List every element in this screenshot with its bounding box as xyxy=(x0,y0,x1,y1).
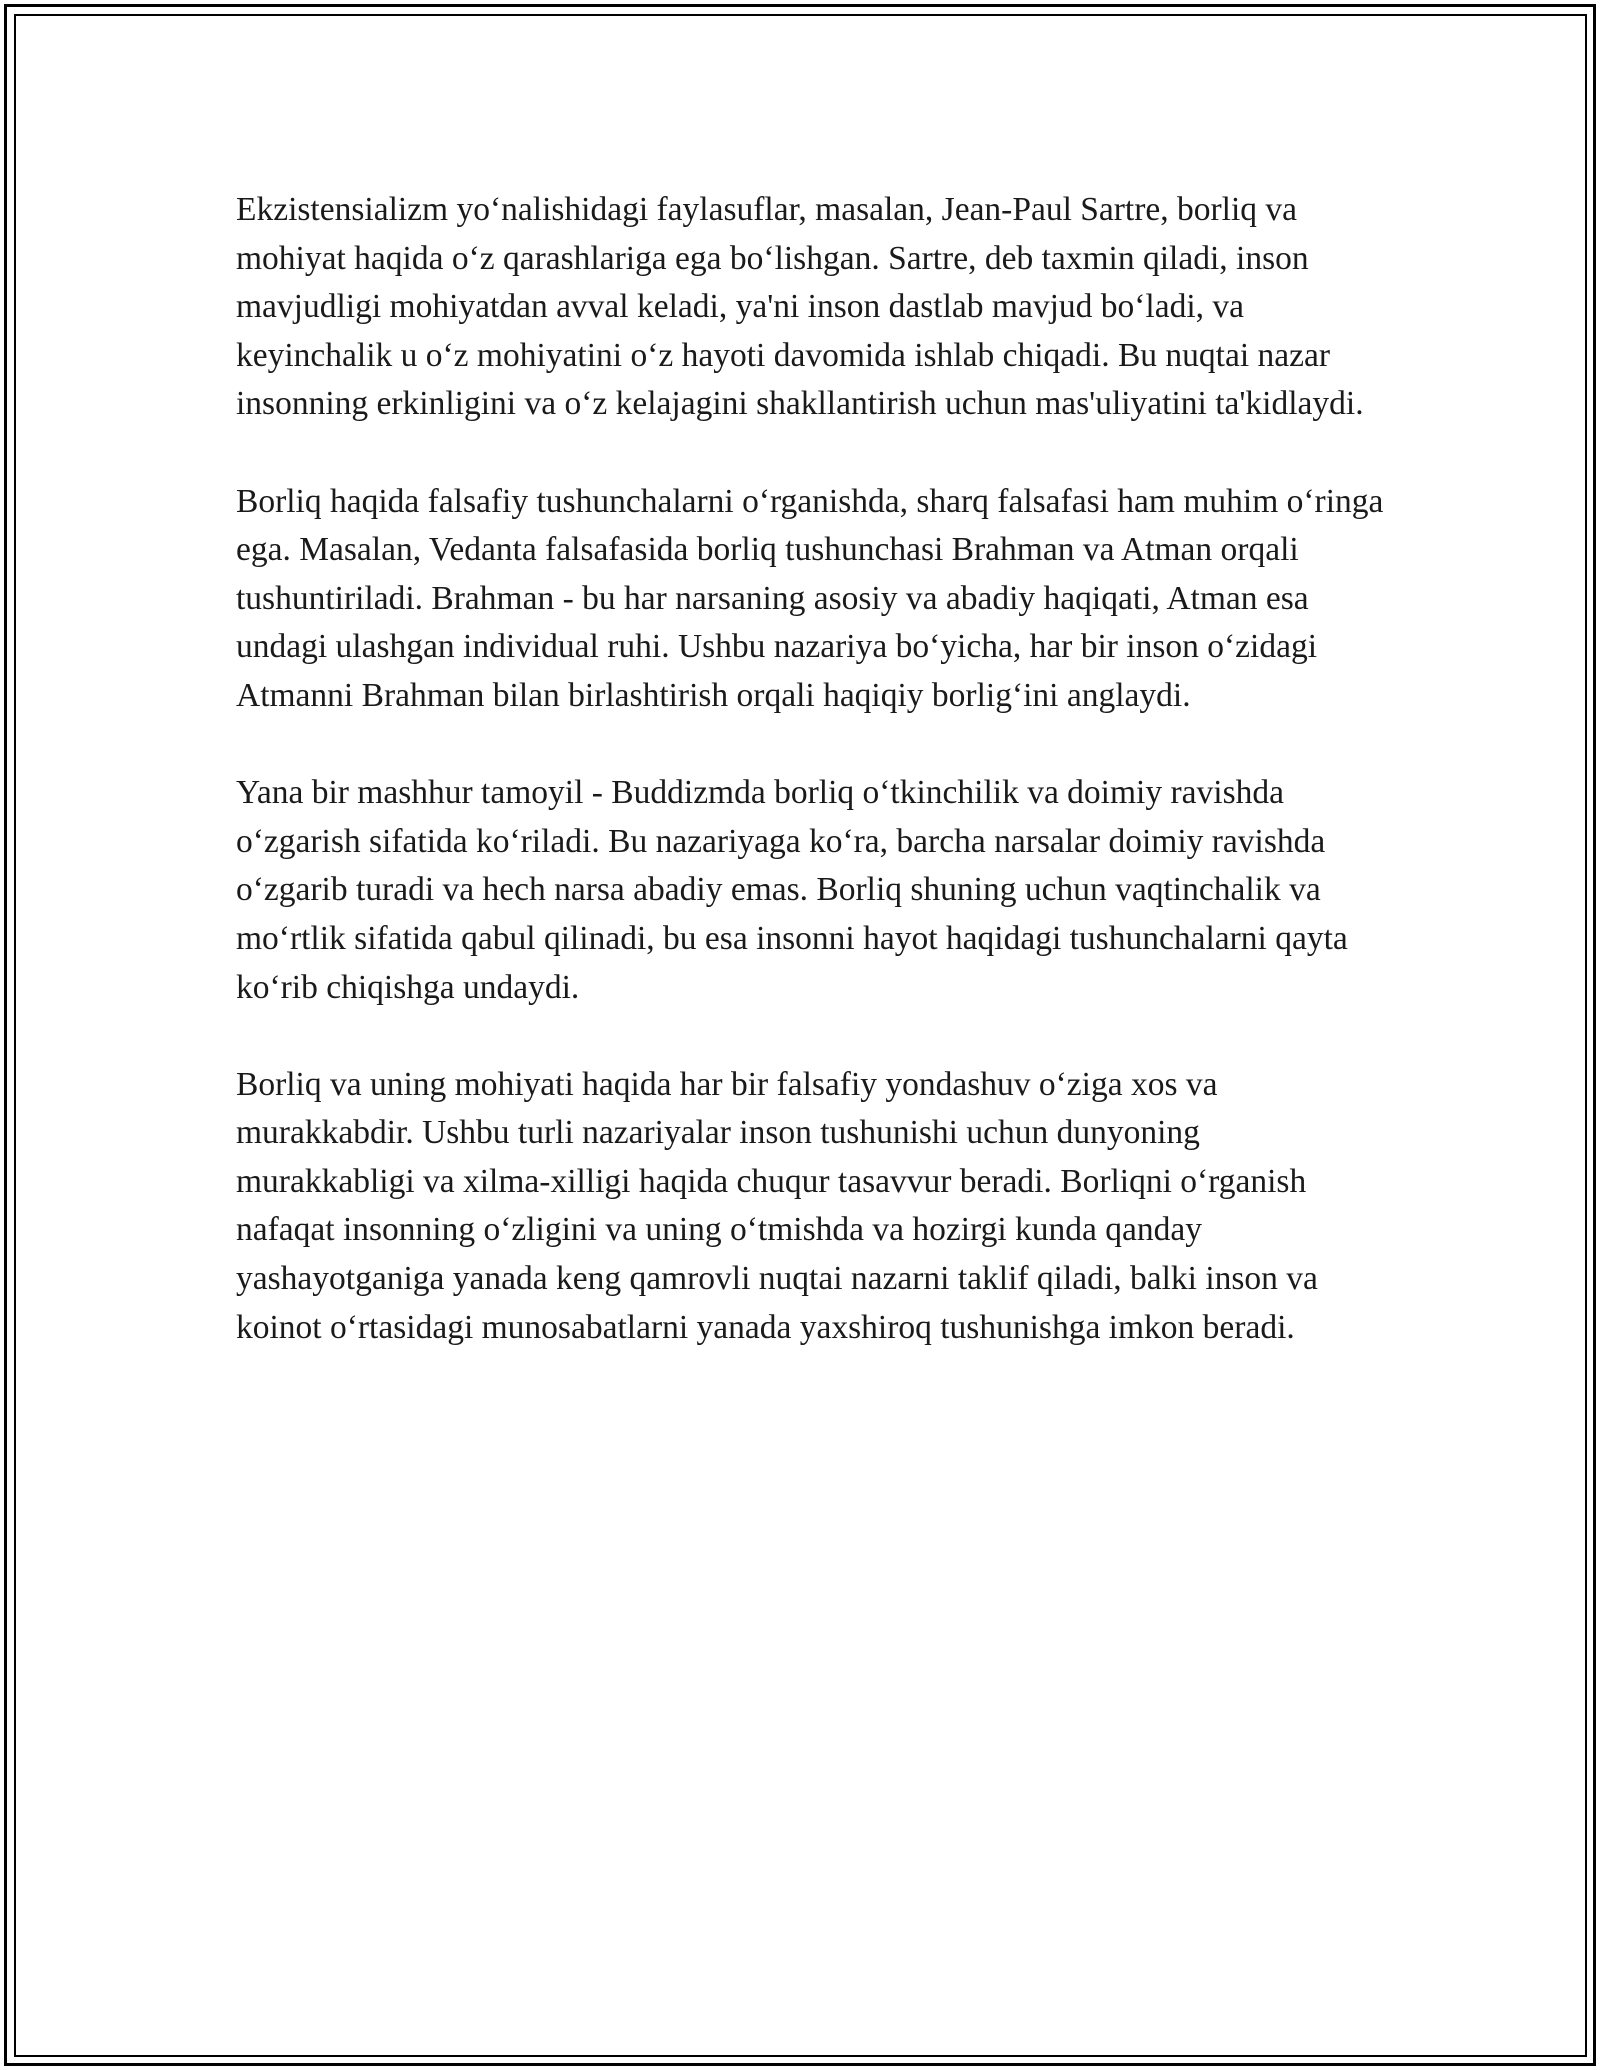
paragraph-vedanta: Borliq haqida falsafiy tushunchalarni o‘rganishda, sharq falsafasi ham muhim o‘ringa ega. Masalan, Vedanta falsafasida borliq tushunchasi Brahman va Atman orqali tushuntiriladi. Brahman - bu har narsaning asosiy va abadiy haqiqati, Atman esa undagi ulashgan individual ruhi. Ushbu nazariya bo‘yicha, har bir inson o‘zidagi Atmanni Brahman bilan birlashtirish orqali haqiqiy borlig‘ini anglaydi. xyxy=(236,482,1384,714)
paragraph-existentialism: Ekzistensializm yo‘nalishidagi faylasuflar, masalan, Jean-Paul Sartre, borliq va mohiyat haqida o‘z qarashlariga ega bo‘lishgan. Sartre, deb taxmin qiladi, inson mavjudligi mohiyatdan avval keladi, ya'ni inson dastlab mavjud bo‘ladi, va keyinchalik u o‘z mohiyatini o‘z hayoti davomida ishlab chiqadi. Bu nuqtai nazar insonning erkinligini va o‘z kelajagini shakllantirish uchun mas'uliyatini ta'kidlaydi. xyxy=(236,191,1364,423)
document-body xyxy=(236,186,1386,1401)
paragraph-conclusion: Borliq va uning mohiyati haqida har bir falsafiy yondashuv o‘ziga xos va murakkabdir. Ushbu turli nazariyalar inson tushunishi uchun dunyoning murakkabligi va xilma-xilligi haqida chuqur tasavvur beradi. Borliqni o‘rganish nafaqat insonning o‘zligini va uning o‘tmishda va hozirgi kunda qanday yashayotganiga yanada keng qamrovli nuqtai nazarni taklif qiladi, balki inson va koinot o‘rtasidagi munosabatlarni yanada yaxshiroq tushunishga imkon beradi. xyxy=(236,1065,1318,1346)
paragraph-buddhism: Yana bir mashhur tamoyil - Buddizmda borliq o‘tkinchilik va doimiy ravishda o‘zgarish sifatida ko‘riladi. Bu nazariyaga ko‘ra, barcha narsalar doimiy ravishda o‘zgarib turadi va hech narsa abadiy emas. Borliq shuning uchun vaqtinchalik va mo‘rtlik sifatida qabul qilinadi, bu esa insonni hayot haqidagi tushunchalarni qayta ko‘rib chiqishga undaydi. xyxy=(236,774,1348,1006)
